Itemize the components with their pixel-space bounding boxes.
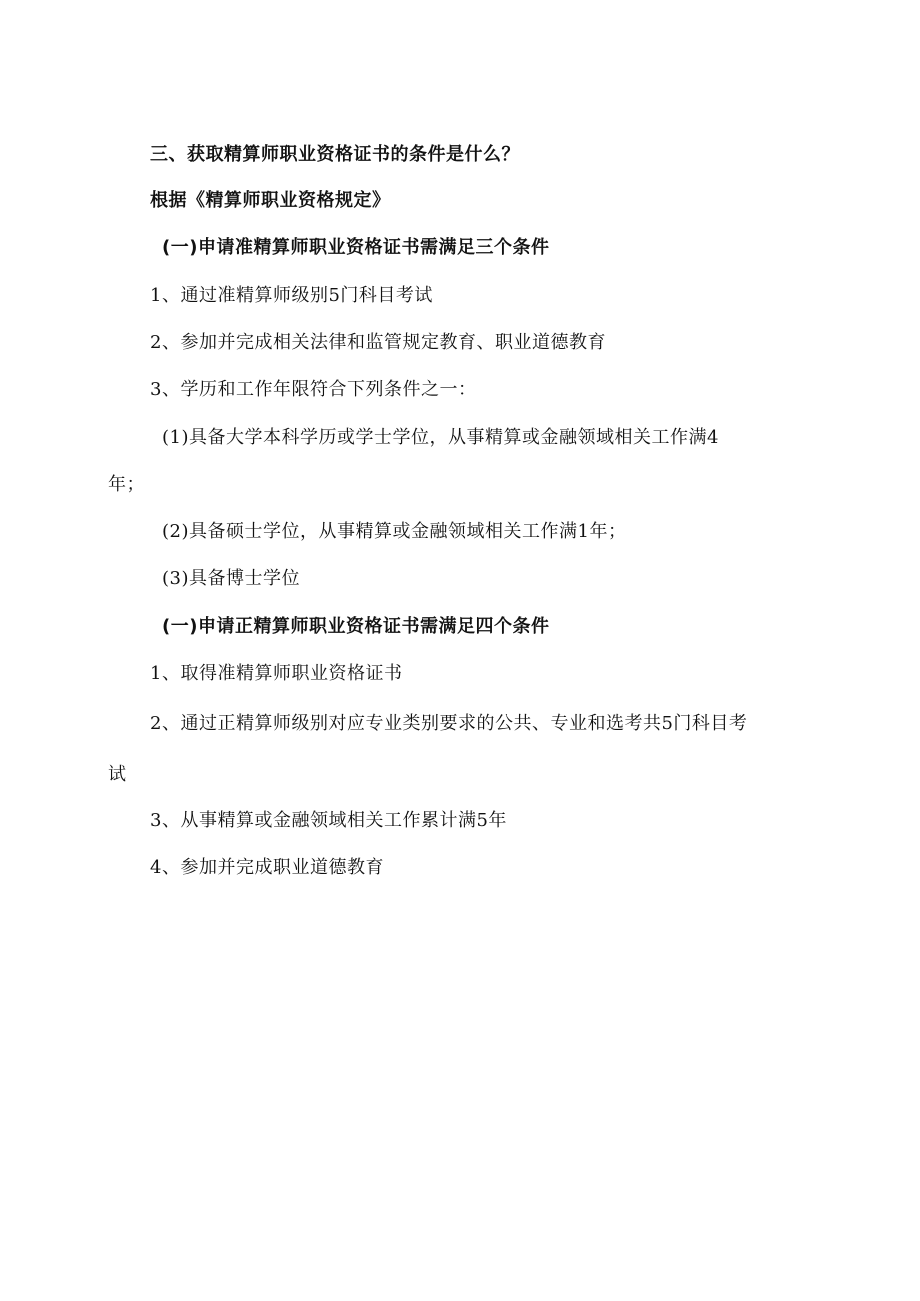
section2-item: 1、取得准精算师职业资格证书: [150, 663, 403, 684]
regulation-basis: 根据《精算师职业资格规定》: [150, 190, 391, 211]
section1-sub-item: (3)具备博士学位: [162, 568, 300, 589]
section2-title: (一)申请正精算师职业资格证书需满足四个条件: [162, 616, 550, 637]
section1-sub-item: (2)具备硕士学位，从事精算或金融领域相关工作满1年；: [162, 521, 627, 542]
section2-item-continuation: 试: [108, 764, 127, 785]
section1-item: 1、通过准精算师级别5门科目考试: [150, 285, 433, 306]
section1-sub-item-continuation: 年；: [108, 474, 145, 495]
section1-title: (一)申请准精算师职业资格证书需满足三个条件: [162, 237, 550, 258]
section-heading: 三、获取精算师职业资格证书的条件是什么？: [150, 144, 520, 165]
section1-sub-item: (1)具备大学本科学历或学士学位，从事精算或金融领域相关工作满4: [162, 427, 719, 448]
section2-item: 3、从事精算或金融领域相关工作累计满5年: [150, 810, 507, 831]
section1-item: 2、参加并完成相关法律和监管规定教育、职业道德教育: [150, 332, 606, 353]
section2-item: 4、参加并完成职业道德教育: [150, 857, 384, 878]
section1-item: 3、学历和工作年限符合下列条件之一：: [150, 379, 477, 400]
section2-item: 2、通过正精算师级别对应专业类别要求的公共、专业和选考共5门科目考: [150, 713, 748, 734]
